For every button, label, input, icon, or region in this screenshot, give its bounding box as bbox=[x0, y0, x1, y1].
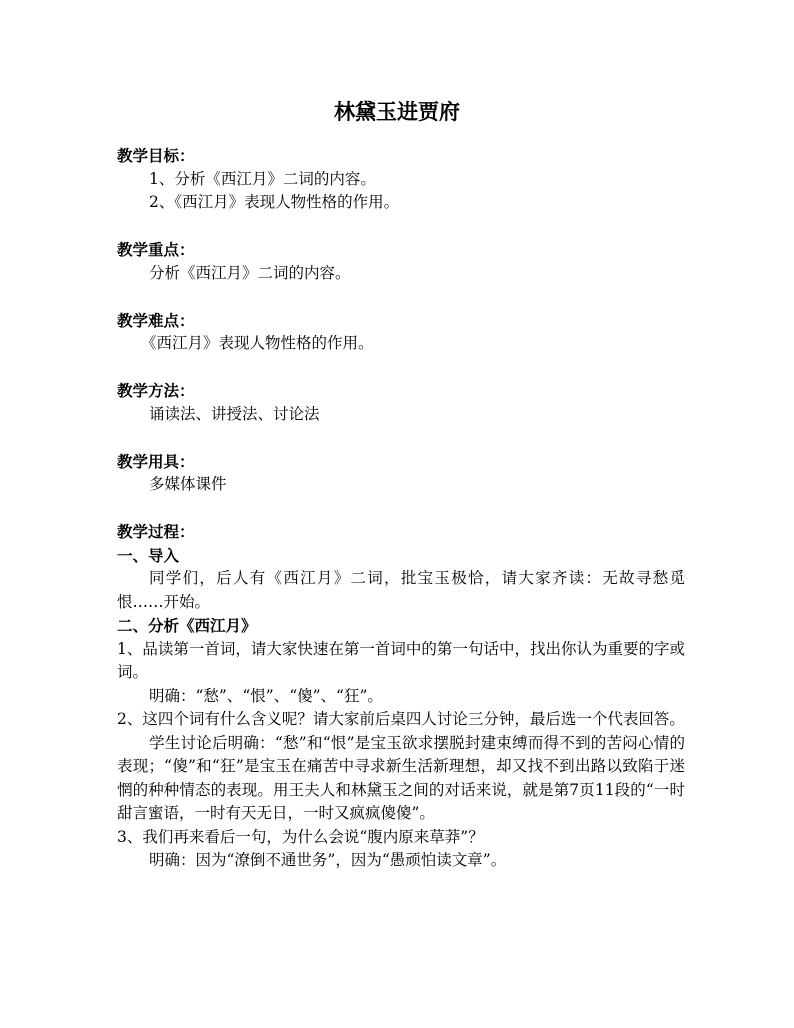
question-3: 3、我们再来看后一句，为什么会说“腹内原来草莽”？ bbox=[117, 827, 484, 846]
objectives-heading: 教学目标： bbox=[117, 146, 195, 165]
difficulties-heading: 教学难点： bbox=[117, 310, 195, 330]
answer-2: 学生讨论后明确：“愁”和“恨”是宝玉欲求摆脱封建束缚而得不到的苦闷心情的表现；“傻”和“狂”是宝玉在痛苦中寻求新生活新理想，却又找不到出路以致陷于迷惘的种种情态的表现。用王夫人和林黛玉之间的对话来说，就是第7页11段的“一时甜言蜜语，一时有天无日，一时又疯疯傻傻”。 bbox=[117, 733, 685, 822]
question-2: 2、这四个词有什么含义呢？请大家前后桌四人讨论三分钟，最后选一个代表回答。 bbox=[117, 710, 685, 728]
key-points-text: 分析《西江月》二词的内容。 bbox=[149, 263, 351, 282]
key-points-heading: 教学重点： bbox=[117, 240, 195, 259]
process-heading: 教学过程： bbox=[117, 522, 195, 541]
answer-1: 明确：“愁”、“恨”、“傻”、“狂”。 bbox=[149, 686, 383, 705]
section1-text: 同学们，后人有《西江月》二词，批宝玉极恰，请大家齐读：无故寻愁觅恨……开始。 bbox=[117, 569, 685, 611]
section1-heading: 一、导入 bbox=[117, 545, 180, 565]
objective-item: 2、《西江月》表现人物性格的作用。 bbox=[149, 193, 400, 211]
question-1: 1、品读第一首词，请大家快速在第一首词中的第一句话中，找出你认为重要的字或词。 bbox=[117, 639, 685, 681]
answer-3: 明确：因为“潦倒不通世务”，因为“愚顽怕读文章”。 bbox=[149, 851, 507, 869]
difficulties-text: 《西江月》表现人物性格的作用。 bbox=[141, 334, 374, 352]
tools-heading: 教学用具： bbox=[117, 451, 195, 471]
methods-heading: 教学方法： bbox=[117, 381, 195, 400]
section2-heading: 二、分析《西江月》 bbox=[117, 616, 257, 635]
tools-text: 多媒体课件 bbox=[149, 475, 227, 493]
document-title: 林黛玉进贾府 bbox=[334, 99, 460, 124]
objective-item: 1、分析《西江月》二词的内容。 bbox=[149, 169, 376, 188]
document-body bbox=[117, 144, 685, 873]
methods-text: 诵读法、讲授法、讨论法 bbox=[149, 404, 320, 423]
